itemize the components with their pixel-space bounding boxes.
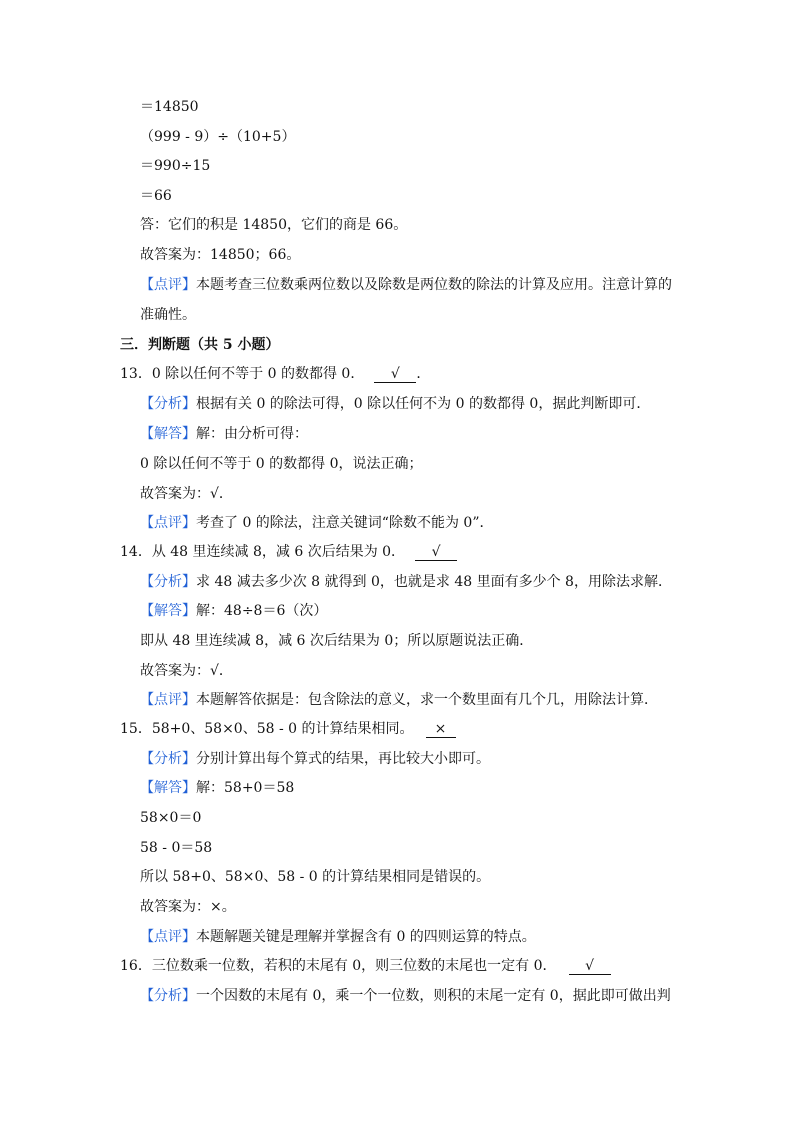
comment-line — [140, 513, 493, 533]
comment-text: 考查了 0 的除法，注意关键词“除数不能为 0”． — [196, 515, 494, 531]
question-13 — [120, 364, 430, 384]
answer-sentence: 答：它们的积是 14850，它们的商是 66。 — [140, 217, 408, 233]
solution-line — [140, 424, 308, 444]
analysis-tag: 【分析】 — [140, 988, 196, 1004]
question-tail: ． — [416, 366, 431, 382]
question-text: 15．58+0、58×0、58 - 0 的计算结果相同。 — [120, 721, 414, 737]
answer-blank: √ — [415, 544, 457, 561]
calc-line: （999 - 9）÷（10+5） — [140, 129, 296, 145]
question-text: 16．三位数乘一位数，若积的末尾有 0，则三位数的末尾也一定有 0． — [120, 958, 557, 974]
solution-line: 即从 48 里连续减 8，减 6 次后结果为 0；所以原题说法正确． — [140, 633, 534, 649]
comment-text: 本题解答依据是：包含除法的意义，求一个数里面有几个几，用除法计算． — [196, 692, 658, 708]
solution-tag: 【解答】 — [140, 780, 196, 796]
question-text: 14．从 48 里连续减 8，减 6 次后结果为 0． — [120, 544, 406, 560]
comment-tag: 【点评】 — [140, 515, 196, 531]
comment-line — [140, 690, 658, 710]
solution-line: 所以 58+0、58×0、58 - 0 的计算结果相同是错误的。 — [140, 869, 491, 885]
comment-continuation: 准确性。 — [140, 307, 196, 323]
answer-blank: √ — [569, 958, 611, 975]
calc-line: ＝66 — [140, 188, 172, 204]
answer-blank: × — [426, 721, 456, 738]
comment-line — [140, 275, 672, 295]
solution-line: 58×0＝0 — [140, 810, 202, 826]
calc-line: ＝14850 — [140, 99, 199, 115]
question-text: 13．0 除以任何不等于 0 的数都得 0． — [120, 366, 365, 382]
question-15 — [120, 719, 456, 739]
comment-tag: 【点评】 — [140, 929, 196, 945]
solution-text: 解：58+0＝58 — [196, 780, 295, 796]
calc-line: ＝990÷15 — [140, 158, 211, 174]
question-16 — [120, 956, 611, 976]
solution-line — [140, 601, 327, 621]
analysis-tag: 【分析】 — [140, 574, 196, 590]
comment-text: 本题解题关键是理解并掌握含有 0 的四则运算的特点。 — [196, 929, 536, 945]
analysis-text: 根据有关 0 的除法可得，0 除以任何不为 0 的数都得 0，据此判断即可． — [196, 396, 651, 412]
solution-text: 解：48÷8＝6（次） — [196, 603, 328, 619]
solution-line: 58 - 0＝58 — [140, 840, 213, 856]
analysis-line — [140, 749, 490, 769]
solution-tag: 【解答】 — [140, 426, 196, 442]
final-answer: 故答案为：×。 — [140, 899, 236, 915]
analysis-tag: 【分析】 — [140, 396, 196, 412]
comment-tag: 【点评】 — [140, 692, 196, 708]
final-answer: 故答案为：14850；66。 — [140, 247, 301, 263]
solution-line — [140, 778, 294, 798]
analysis-text: 求 48 减去多少次 8 就得到 0，也就是求 48 里面有多少个 8，用除法求解． — [196, 574, 672, 590]
analysis-text: 分别计算出每个算式的结果，再比较大小即可。 — [196, 751, 490, 767]
final-answer: 故答案为：√． — [140, 486, 233, 502]
section-title: 三．判断题（共 5 小题） — [120, 337, 280, 353]
comment-line — [140, 927, 536, 947]
question-14 — [120, 542, 457, 562]
solution-line: 0 除以任何不等于 0 的数都得 0，说法正确； — [140, 456, 423, 472]
comment-text: 本题考查三位数乘两位数以及除数是两位数的除法的计算及应用。注意计算的 — [196, 277, 672, 293]
analysis-tag: 【分析】 — [140, 751, 196, 767]
solution-text: 解：由分析可得： — [196, 426, 308, 442]
final-answer: 故答案为：√． — [140, 663, 233, 679]
comment-tag: 【点评】 — [140, 277, 196, 293]
solution-tag: 【解答】 — [140, 603, 196, 619]
analysis-line — [140, 394, 650, 414]
analysis-line — [140, 986, 671, 1006]
analysis-text: 一个因数的末尾有 0，乘一个一位数，则积的末尾一定有 0，据此即可做出判 — [196, 988, 671, 1004]
answer-blank: √ — [374, 366, 416, 383]
analysis-line — [140, 572, 672, 592]
